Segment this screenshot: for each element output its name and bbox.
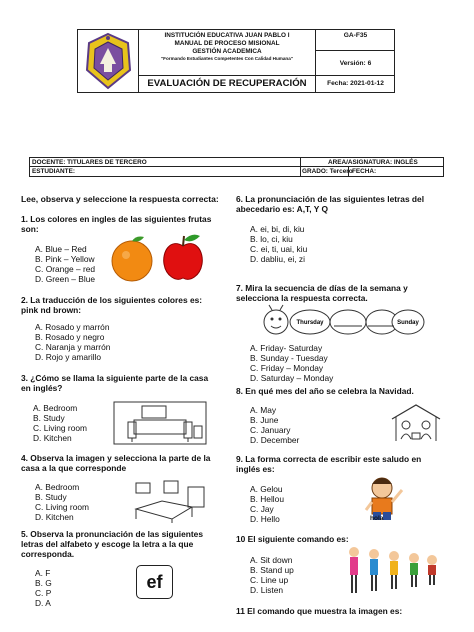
school-logo [78, 30, 139, 92]
option[interactable]: B. Sunday - Tuesday [250, 353, 328, 363]
form-date: Fecha: 2021-01-12 [327, 80, 384, 87]
letter-pronunciation-card: ef [136, 565, 173, 599]
living-room-sofa-icon [112, 400, 208, 446]
question-9: 9. La forma correcta de escribir este saludo en inglés es: [236, 454, 422, 474]
question-3: 3. ¿Cómo se llama la siguiente parte de la casa en inglés? [21, 373, 209, 393]
question-7: 7. Mira la secuencia de días de la semana y selecciona la respuesta correcta. [236, 283, 408, 303]
document-title: EVALUACIÓN DE RECUPERACIÓN [147, 78, 307, 89]
option[interactable]: B. Study [33, 413, 65, 423]
school-logo-cell [78, 30, 139, 92]
subject-field: AREA/ASIGNATURA: INGLÉS [328, 159, 418, 166]
option[interactable]: C. Line up [250, 575, 289, 585]
question-9-options [250, 484, 284, 524]
header-right [316, 30, 395, 92]
manual-name: MANUAL DE PROCESO MISIONAL [174, 40, 280, 47]
option[interactable]: C. Orange – red [35, 264, 96, 274]
question-2: 2. La traducción de los siguientes colores es: pink nd brown: [21, 295, 203, 315]
school-motto: "Formando Estudiantes Competentes Con Calidad Humana" [161, 56, 293, 61]
option[interactable]: A. F [35, 568, 51, 578]
question-6-options [250, 224, 307, 264]
student-info-table [29, 157, 444, 177]
option[interactable]: B. Pink – Yellow [35, 254, 95, 264]
question-11: 11 El comando que muestra la imagen es: [236, 606, 403, 616]
student-field[interactable]: ESTUDIANTE: [32, 168, 75, 175]
option[interactable]: C. ei, ti, uai, kiu [250, 244, 308, 254]
question-4: 4. Observa la imagen y selecciona la parte de la casa a la que corresponde [21, 453, 211, 473]
days-caterpillar-icon [262, 304, 426, 344]
option[interactable]: A. Friday- Saturday [250, 343, 323, 353]
option[interactable]: B. June [250, 415, 279, 425]
option[interactable]: A. ei, bi, di, kiu [250, 224, 305, 234]
option[interactable]: C. Friday – Monday [250, 363, 324, 373]
header-center [139, 30, 316, 92]
option[interactable]: D. December [250, 435, 300, 445]
question-8: 8. En qué mes del año se celebra la Navidad. [236, 386, 414, 396]
question-1-options [35, 244, 95, 284]
date-field[interactable]: FECHA: [352, 168, 377, 175]
option[interactable]: B. Hellou [250, 494, 284, 504]
teacher-field: DOCENTE: TITULARES DE TERCERO [32, 159, 147, 166]
question-3-options [33, 403, 87, 443]
option[interactable]: B. Study [35, 492, 67, 502]
option[interactable]: C. January [250, 425, 291, 435]
option[interactable]: D. Rojo y amarillo [35, 352, 102, 362]
option[interactable]: A. Bedroom [33, 403, 78, 413]
option[interactable]: C. Jay [250, 504, 274, 514]
option[interactable]: A. Rosado y marrón [35, 322, 110, 332]
option[interactable]: B. Stand up [250, 565, 294, 575]
option[interactable]: A. Bedroom [35, 482, 80, 492]
instructions: Lee, observa y seleccione la respuesta correcta: [21, 194, 219, 204]
option[interactable]: A. Sit down [250, 555, 293, 565]
option[interactable]: B. lo, ci, kiu [250, 234, 293, 244]
option[interactable]: D. Kitchen [35, 512, 74, 522]
option[interactable]: D. Kitchen [33, 433, 72, 443]
option[interactable]: D. A [35, 598, 51, 608]
option[interactable]: D. Green – Blue [35, 274, 96, 284]
greeting-caption: hola [370, 515, 384, 522]
day-label: Thursday [296, 320, 324, 326]
question-10-options [250, 555, 294, 595]
children-line-up-icon [344, 544, 444, 598]
question-7-options [250, 343, 333, 383]
bedroom-bed-icon [132, 479, 210, 525]
question-5: 5. Observa la pronunciación de las siguientes letras del alfabeto y escoge la letra a la que corresponda. [21, 529, 203, 559]
question-8-options [250, 405, 299, 445]
nativity-scene-icon [390, 403, 442, 443]
option[interactable]: C. Living room [33, 423, 87, 433]
day-label: Sunday [397, 320, 419, 326]
form-code: GA-F35 [316, 30, 395, 51]
question-4-options [35, 482, 89, 522]
option[interactable]: A. Gelou [250, 484, 283, 494]
red-apple-icon [160, 232, 206, 284]
gestion-name: GESTIÓN ACADEMICA [192, 48, 262, 55]
question-1: 1. Los colores en ingles de las siguientes frutas son: [21, 214, 212, 234]
option[interactable]: A. Blue – Red [35, 244, 87, 254]
grade-field: GRADO: Tercero [302, 168, 353, 175]
option[interactable]: D. Saturday – Monday [250, 373, 334, 383]
option[interactable]: B. G [35, 578, 52, 588]
option[interactable]: C. Living room [35, 502, 89, 512]
question-5-options [35, 568, 52, 608]
question-10: 10 El siguiente comando es: [236, 534, 349, 544]
option[interactable]: D. Hello [250, 514, 280, 524]
option[interactable]: D. dabliu, ei, zi [250, 254, 305, 264]
header-table [77, 29, 395, 93]
form-version: Versión: 6 [316, 51, 395, 76]
option[interactable]: B. Rosado y negro [35, 332, 105, 342]
option[interactable]: D. Listen [250, 585, 284, 595]
option[interactable]: C. P [35, 588, 52, 598]
institution-name: INSTITUCIÓN EDUCATIVA JUAN PABLO I [164, 32, 290, 39]
option[interactable]: C. Naranja y marrón [35, 342, 111, 352]
option[interactable]: A. May [250, 405, 277, 415]
orange-fruit-icon [108, 233, 156, 283]
question-2-options [35, 322, 110, 362]
question-6: 6. La pronunciación de las siguientes letras del abecedario es: A,T, Y Q [236, 194, 425, 214]
